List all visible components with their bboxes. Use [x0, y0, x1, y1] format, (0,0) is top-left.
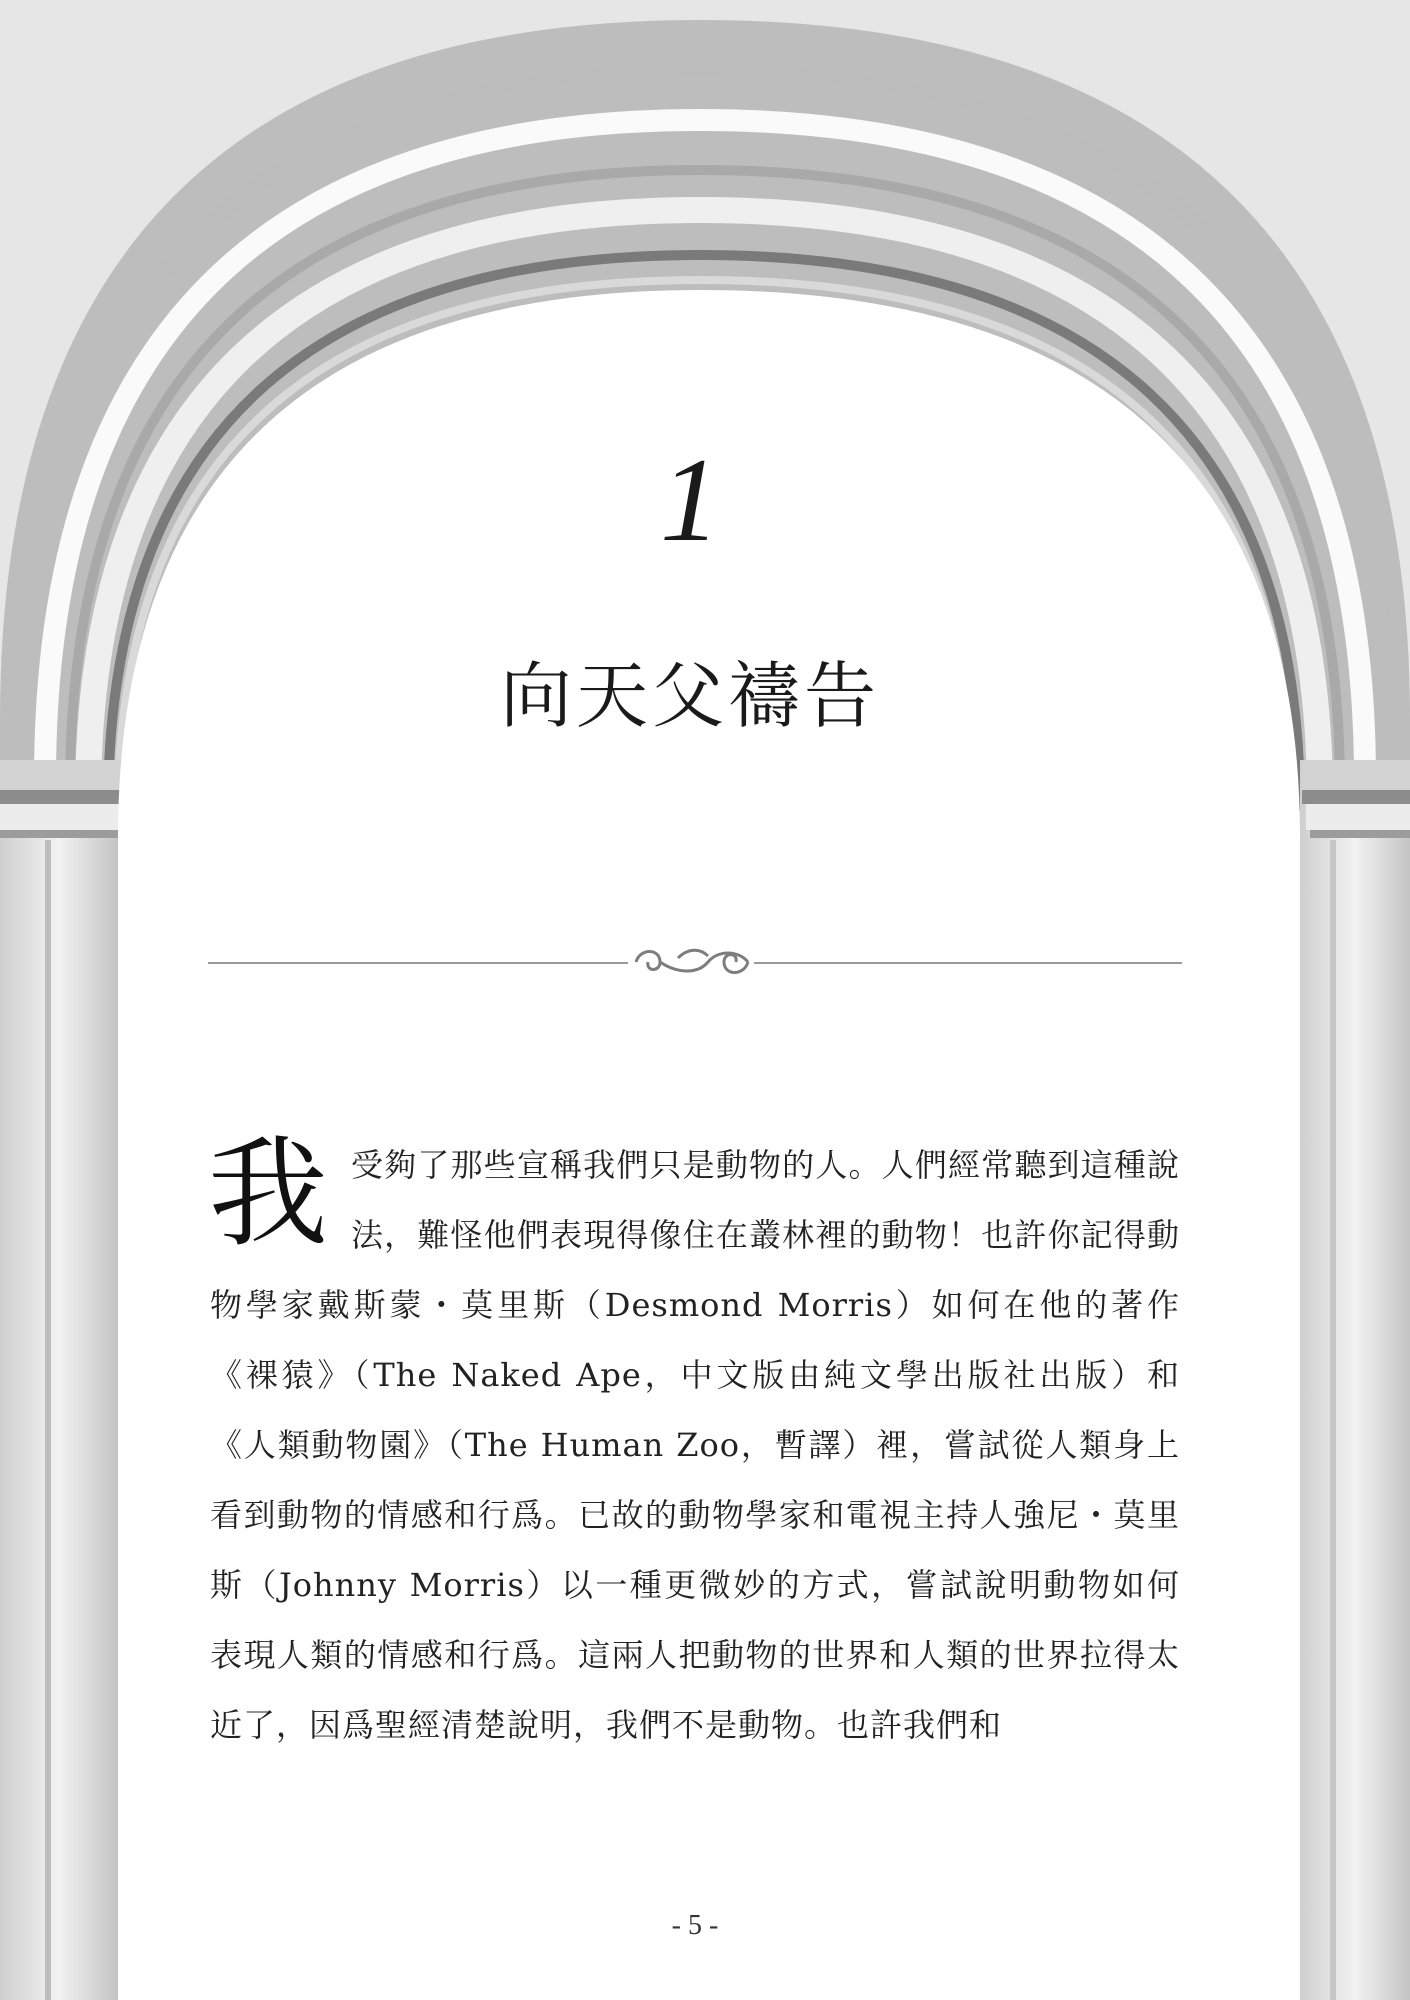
drop-cap: 我: [208, 1125, 329, 1264]
body-text: 受夠了那些宣稱我們只是動物的人。人們經常聽到這種說法，難怪他們表現得像住在叢林裡的動物！也許你記得動物學家戴斯蒙・莫里斯（Desmond Morris）如何在他的著作《裸猿》（The Naked Ape，中文版由純文學出版社出版）和《人類動物園》（The Human Zoo，暫譯）裡，嘗試從人類身上看到動物的情感和行爲。已故的動物學家和電視主持人強尼・莫里斯（Johnny Morris）以一種更微妙的方式，嘗試說明動物如何表現人類的情感和行爲。這兩人把動物的世界和人類的世界拉得太近了，因爲聖經清楚說明，我們不是動物。也許我們和: [210, 1146, 1180, 1744]
chapter-number: 1: [660, 433, 720, 566]
body-paragraph: [208, 1125, 1180, 1760]
chapter-divider: [208, 940, 1182, 984]
swirl-ornament-icon: [636, 950, 748, 972]
chapter-title: 向天父禱告: [499, 654, 880, 738]
page-number: - 5 -: [671, 1910, 719, 1941]
